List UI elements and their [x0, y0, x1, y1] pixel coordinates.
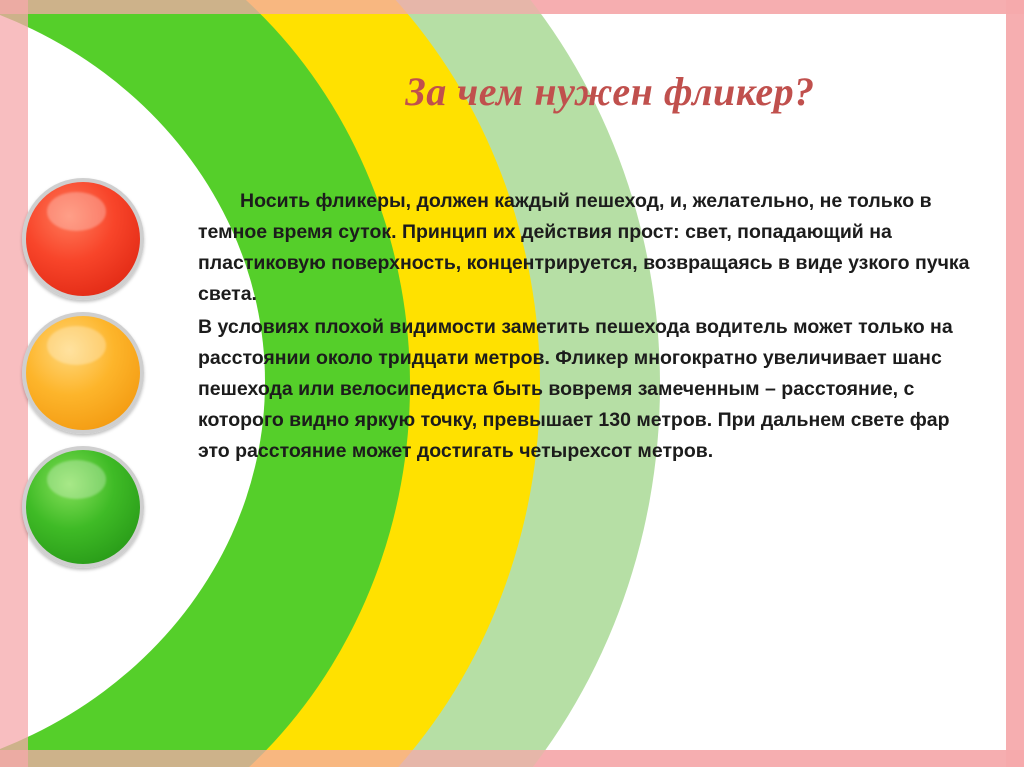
green-light-icon: [22, 446, 144, 568]
body-paragraph-1: Носить фликеры, должен каждый пешеход, и, желательно, не только в темное время суток. Принцип их действия прост: свет, попадающий на пластиковую поверхность, концентрируется, возвращаясь в виде узкого пучка света.: [198, 190, 970, 305]
slide-title: За чем нужен фликер?: [405, 69, 815, 114]
frame-edge-right: [1006, 0, 1024, 767]
amber-light-icon: [22, 312, 144, 434]
body-paragraph-2: В условиях плохой видимости заметить пешехода водитель может только на расстоянии около тридцати метров. Фликер многократно увеличивает шанс пешехода или велосипедиста быть вовремя замеченным – расстояние, с которого видно яркую точку, превышает 130 метров. При дальнем свете фар это расстояние может достигать четырехсот метров.: [198, 316, 953, 462]
red-light-gloss: [47, 192, 106, 231]
red-light-icon: [22, 178, 144, 300]
frame-edge-bottom: [0, 750, 1024, 767]
frame-edge-top: [0, 0, 1024, 14]
green-light-gloss: [47, 460, 106, 499]
amber-light-gloss: [47, 326, 106, 365]
slide-body: [198, 186, 970, 469]
